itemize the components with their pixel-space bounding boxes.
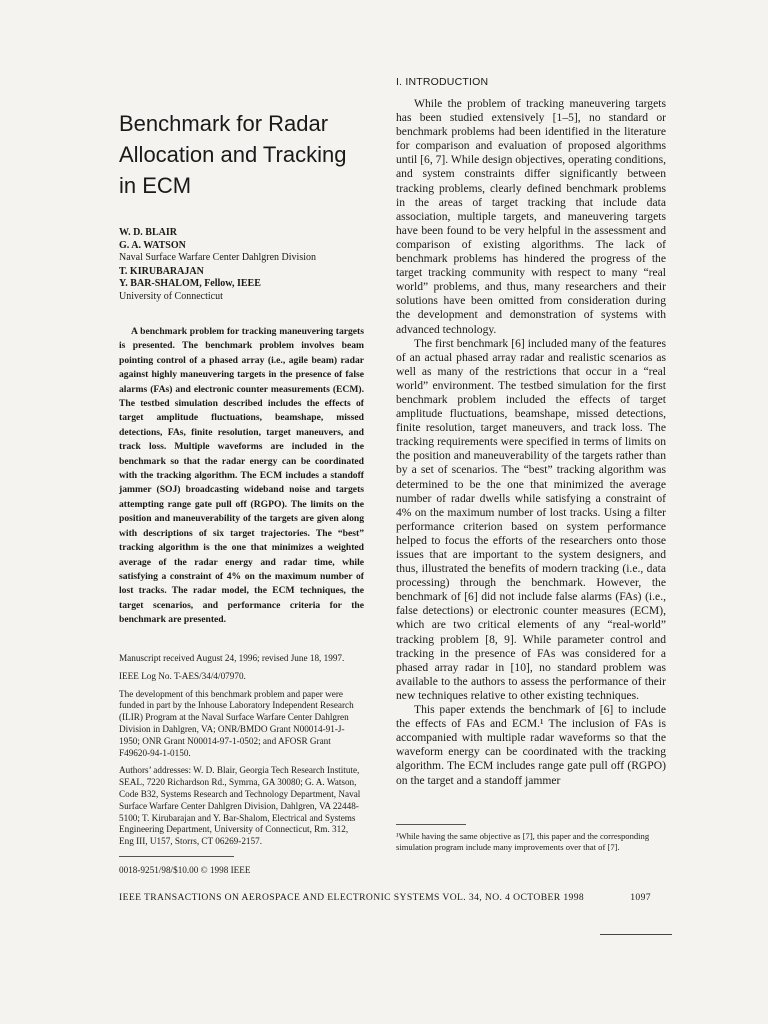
journal-line: IEEE TRANSACTIONS ON AEROSPACE AND ELECTRONIC SYSTEMS VOL. 34, NO. 4 OCTOBER 1998 [119,892,585,903]
author-entry [119,227,364,240]
right-column [396,76,666,788]
author-entry [119,266,364,279]
introduction-body [396,97,666,788]
paragraph: This paper extends the benchmark of [6] to include the effects of FAs and ECM.¹ The inclusion of FAs is accompanied with multiple radar waveforms so that the waveform energy can be coordinated with the tracking algorithm. The ECM includes range gate pull off (RGPO) on the target and a standoff jammer [396,703,666,787]
paper-title: Benchmark for Radar Allocation and Tracking in ECM [119,111,347,198]
paragraph: The first benchmark [6] included many of the features of an actual phased array radar and realistic scenarios as well as many of the restrictions that occur in a “real world” environment. The testbed simulation for the first benchmark problem included the effects of target amplitude fluctuations, beamshape, missed detections, finite resolution, target maneuvers, and track loss. The tracking requirements were specified in terms of limits on the position and maneuverability of the targets rather than by a set of scenarios. The “best” tracking algorithm was determined to be the one that minimized the average number of radar dwells while satisfying a constraint of 4% on the maximum number of lost tracks. Using a filter performance criterion based on system performance helped to focus the efforts of the researchers onto those issues that are important to the system designers, and thus, illustrated the benefits of modern tracking (i.e., data processing) through the benchmark. However, the benchmark of [6] did not include false alarms (FAs) (i.e., false detections) or electronic counter measures (ECM), which are two critical elements of any “real-world” tracking problem [8, 9]. While parameter control and tracking in the presence of FAs was considered for a phased array radar in [10], no standard problem was available to the authors to assess the performance of their new techniques relative to other existing techniques. [396,336,666,702]
author-affiliation: Naval Surface Warfare Center Dahlgren Division [119,252,316,263]
page-number: 1097 [630,892,651,903]
section-heading: I. INTRODUCTION [396,76,489,88]
footnote-log: IEEE Log No. T-AES/34/4/07970. [119,670,246,681]
abstract: A benchmark problem for tracking maneuvering targets is presented. The benchmark problem involves beam pointing control of a phased array (i.e., agile beam) radar against highly maneuvering targets in the presence of false alarms (FAs) and electronic counter measurements (ECM). The testbed simulation described includes the effects of target amplitude fluctuations, beamshape, missed detections, FAs, finite resolution, target maneuvers, and track loss. Multiple waveforms are included in the benchmark so that the radar energy can be coordinated with the tracking algorithm. The ECM includes a standoff jammer (SOJ) broadcasting wideband noise and targets attempting range gate pull off (RGPO). The limits on the position and maneuverability of the targets are given along with descriptions of six target trajectories. The “best” tracking algorithm is the one that minimizes a weighted average of the radar energy and radar time, while satisfying a constraint of 4% on the maximum number of lost tracks. The radar model, the ECM techniques, the target scenarios, and performance criteria for the benchmark are presented. [119,326,364,626]
author-name: G. A. WATSON [119,239,186,251]
author-affiliation: University of Connecticut [119,290,223,302]
footnote-funding: The development of this benchmark problem and paper were funded in part by the Inhouse Laboratory Independent Research (ILIR) Program at the Naval Surface Warfare Center Dahlgren Division in Dahlgren, VA; ONR/BMDO Grant N00014-91-J-1950; ONR Grant N00014-97-1-0502; and AFOSR Grant F49620-94-1-0150. [119,688,354,758]
manuscript-footnotes [119,653,364,854]
author-list [119,227,364,303]
footnote-received: Manuscript received August 24, 1996; revised June 18, 1997. [119,653,345,663]
paragraph: While the problem of tracking maneuvering targets has been studied extensively [1–5], no standard or benchmark problems had been identified in the literature for comparison and evaluation of proposed algorithms until [6, 7]. While design objectives, operating conditions, and system constraints differ significantly between tracking problems, clearly defined benchmark problems in the areas of target tracking that include data association, multiple targets, and maneuvering targets have been found to be very helpful in the assessment and comparison of existing algorithms. The lack of benchmark problems has hindered the progress of the target tracking community with respect to many “real world” problems, and thus, many researchers and their solutions have been omitted from consideration during the development and demonstration of systems with advanced technology. [396,97,666,336]
left-column [119,108,364,637]
footnote-divider [119,856,234,857]
footnote-addresses: Authors’ addresses: W. D. Blair, Georgia Tech Research Institute, SEAL, 7220 Richardson Rd., Symrna, GA 30080; G. A. Watson, Code B32, Systems Research and Technology Department, Naval Surface Warfare Center Dahlgren Division, Dahlgren, VA 22448-5100; T. Kirubarajan and Y. Bar-Shalom, Electrical and Systems Engineering Department, University of Connecticut, Rm. 312, Eng III, U157, Storrs, CT 06269-2157. [119,765,361,847]
author-name: Y. BAR-SHALOM, Fellow, IEEE [119,278,261,289]
copyright-line: 0018-9251/98/$10.00 © 1998 IEEE [119,865,251,875]
footnote-divider [396,824,466,825]
author-entry [119,240,364,265]
author-name: W. D. BLAIR [119,227,177,238]
bottom-rule [600,934,672,935]
footnote-1: ¹While having the same objective as [7], this paper and the corresponding simulation program include many improvements over that of [7]. [396,831,650,853]
author-name: T. KIRUBARAJAN [119,265,204,277]
page-footer [119,892,651,903]
author-entry [119,278,364,303]
